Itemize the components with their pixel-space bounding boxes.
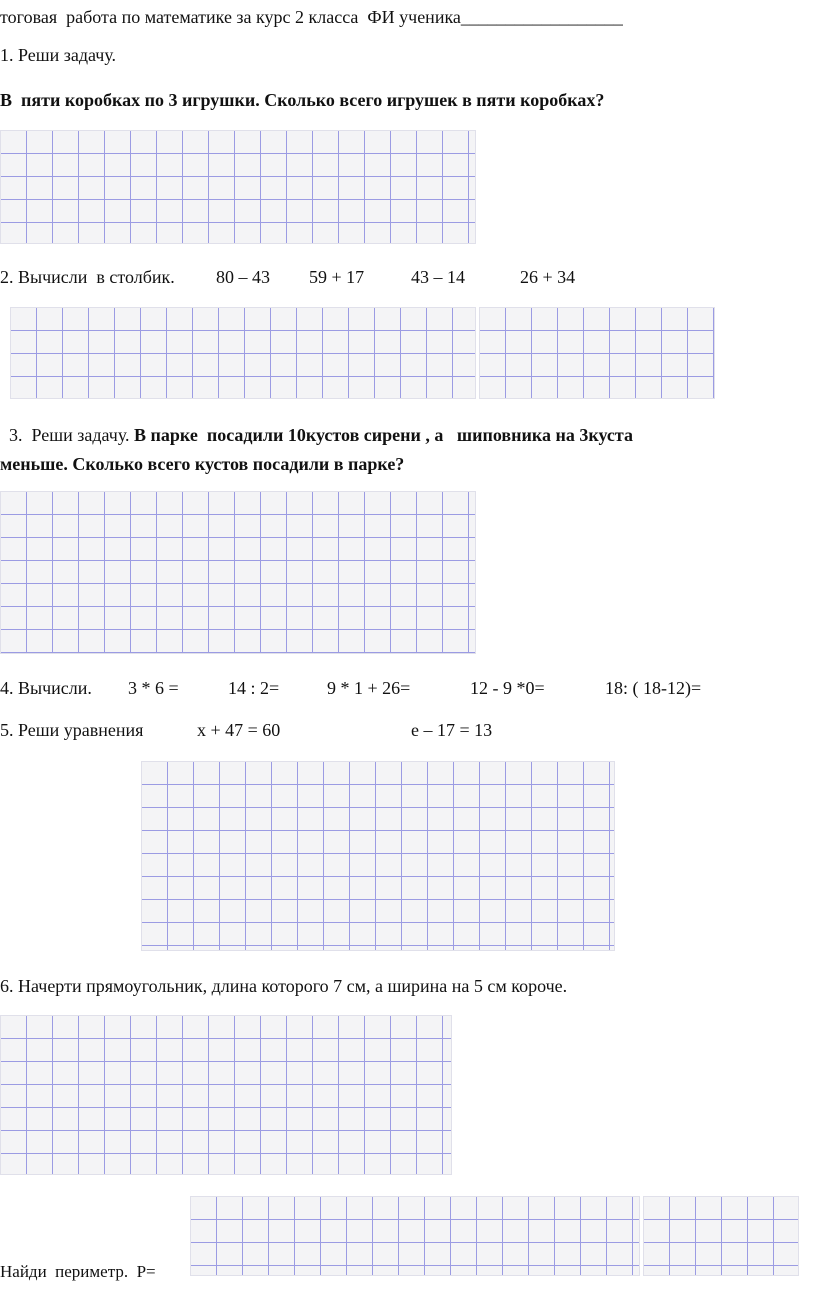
task3-problem-text-1: В парке посадили 10кустов сирени , а шиповника на 3куста — [134, 425, 633, 445]
task1-problem-text: В пяти коробках по 3 игрушки. Сколько всего игрушек в пяти коробках? — [0, 90, 605, 110]
task2-expression-2: 59 + 17 — [309, 267, 365, 287]
task5-heading: 5. Реши уравнения — [0, 720, 144, 740]
worksheet-title: тоговая работа по математике за курс 2 класса ФИ ученика__________________ — [0, 7, 623, 27]
task4-expression-4: 12 - 9 *0= — [470, 678, 545, 698]
task6-heading: 6. Начерти прямоугольник, длина которого 7 см, а ширина на 5 см короче. — [0, 976, 568, 996]
task4-expression-2: 14 : 2= — [228, 678, 280, 698]
task1-answer-grid[interactable] — [0, 130, 476, 244]
perimeter-label: Найди периметр. Р= — [0, 1262, 156, 1281]
task2-heading: 2. Вычисли в столбик. — [0, 267, 175, 287]
task2-expression-1: 80 – 43 — [216, 267, 270, 287]
task2-answer-grid-left[interactable] — [10, 307, 476, 399]
task5-equation-1: х + 47 = 60 — [197, 720, 281, 740]
task2-answer-grid-right[interactable] — [479, 307, 715, 399]
task3-heading: 3. Реши задачу. — [0, 425, 130, 445]
task5-equation-2: е – 17 = 13 — [411, 720, 493, 740]
task6-drawing-grid[interactable] — [0, 1015, 452, 1175]
task4-expression-5: 18: ( 18-12)= — [605, 678, 702, 698]
task4-heading: 4. Вычисли. — [0, 678, 92, 698]
perimeter-grid-left[interactable] — [190, 1196, 640, 1276]
task2-expression-3: 43 – 14 — [411, 267, 465, 287]
task4-expression-3: 9 * 1 + 26= — [327, 678, 411, 698]
task4-expression-1: 3 * 6 = — [128, 678, 179, 698]
task3-line-1 — [0, 424, 633, 446]
task1-heading: 1. Реши задачу. — [0, 45, 117, 65]
perimeter-grid-right[interactable] — [643, 1196, 799, 1276]
task3-problem-text-2: меньше. Сколько всего кустов посадили в парке? — [0, 454, 405, 474]
task5-answer-grid[interactable] — [141, 761, 615, 951]
task2-expression-4: 26 + 34 — [520, 267, 576, 287]
task3-answer-grid[interactable] — [0, 491, 476, 654]
